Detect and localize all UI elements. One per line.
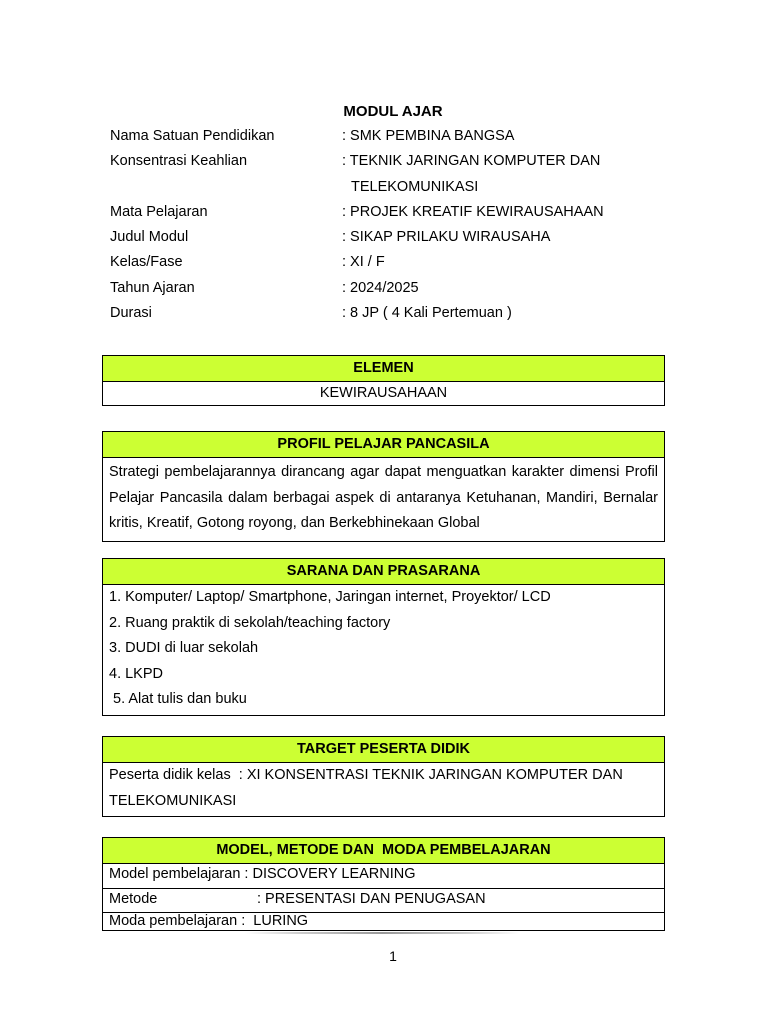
target-header: TARGET PESERTA DIDIK [103,737,664,763]
document-title: MODUL AJAR [343,103,443,120]
info-row-konsentrasi [110,153,670,178]
info-row-kelas [110,254,670,279]
info-value: : 2024/2025 [342,279,419,296]
info-label: Konsentrasi Keahlian [110,153,248,170]
info-value: : SMK PEMBINA BANGSA [342,128,515,144]
page-number: 1 [389,948,397,964]
info-label: Tahun Ajaran [110,279,195,296]
target-line: TELEKOMUNIKASI [109,792,237,809]
info-block [110,128,670,330]
model-header: MODEL, METODE DAN MODA PEMBELAJARAN [103,838,664,864]
target-line: Peserta didik kelas : XI KONSENTRASI TEKNIK JARINGAN KOMPUTER DAN [109,767,623,783]
profil-header: PROFIL PELAJAR PANCASILA [103,432,664,458]
info-row-konsentrasi-cont [110,179,670,204]
model-box [102,837,665,931]
info-value: : XI / F [342,254,385,271]
footer-divider [245,932,520,934]
target-box [102,736,665,817]
info-label: Mata Pelajaran [110,203,208,220]
metode-label: Metode [109,891,158,907]
profil-box [102,431,665,542]
list-item: 3. DUDI di luar sekolah [109,640,259,656]
info-label: Judul Modul [110,229,189,246]
info-value: : SIKAP PRILAKU WIRAUSAHA [342,229,551,246]
info-label: Durasi [110,305,152,322]
info-row-judul [110,229,670,254]
model-row: Model pembelajaran : DISCOVERY LEARNING [109,866,416,882]
list-item: 4. LKPD [109,665,163,682]
elemen-box [102,355,665,406]
metode-row [103,888,664,912]
info-row-tahun [110,280,670,305]
info-value: : PROJEK KREATIF KEWIRAUSAHAAN [342,203,604,220]
list-item: 5. Alat tulis dan buku [109,691,247,707]
info-value: : TEKNIK JARINGAN KOMPUTER DAN [342,153,601,170]
info-value-continuation: TELEKOMUNIKASI [351,178,479,195]
list-item: 1. Komputer/ Laptop/ Smartphone, Jaringan internet, Proyektor/ LCD [109,589,551,605]
list-item: 2. Ruang praktik di sekolah/teaching factory [109,614,391,631]
info-label: Nama Satuan Pendidikan [110,128,275,144]
sarana-list [103,585,664,715]
info-value: : 8 JP ( 4 Kali Pertemuan ) [342,305,512,322]
target-text [103,763,664,816]
profil-text: Strategi pembelajarannya dirancang agar dapat menguatkan karakter dimensi Profil Pelajar Pancasila dalam berbagai aspek di antaranya Ketuhanan, Mandiri, Bernalar kritis, Kreatif, Gotong royong, dan Berkebhinekaan Global [109,464,658,531]
sarana-header: SARANA DAN PRASARANA [103,559,664,585]
elemen-value: KEWIRAUSAHAAN [319,385,448,401]
info-row-mapel [110,204,670,229]
info-row-durasi [110,305,670,330]
info-label: Kelas/Fase [110,254,183,271]
moda-row: Moda pembelajaran : LURING [103,912,664,930]
elemen-header: ELEMEN [103,356,664,382]
info-row-satuan [110,128,670,153]
sarana-box [102,558,665,716]
metode-value: : PRESENTASI DAN PENUGASAN [257,891,486,907]
